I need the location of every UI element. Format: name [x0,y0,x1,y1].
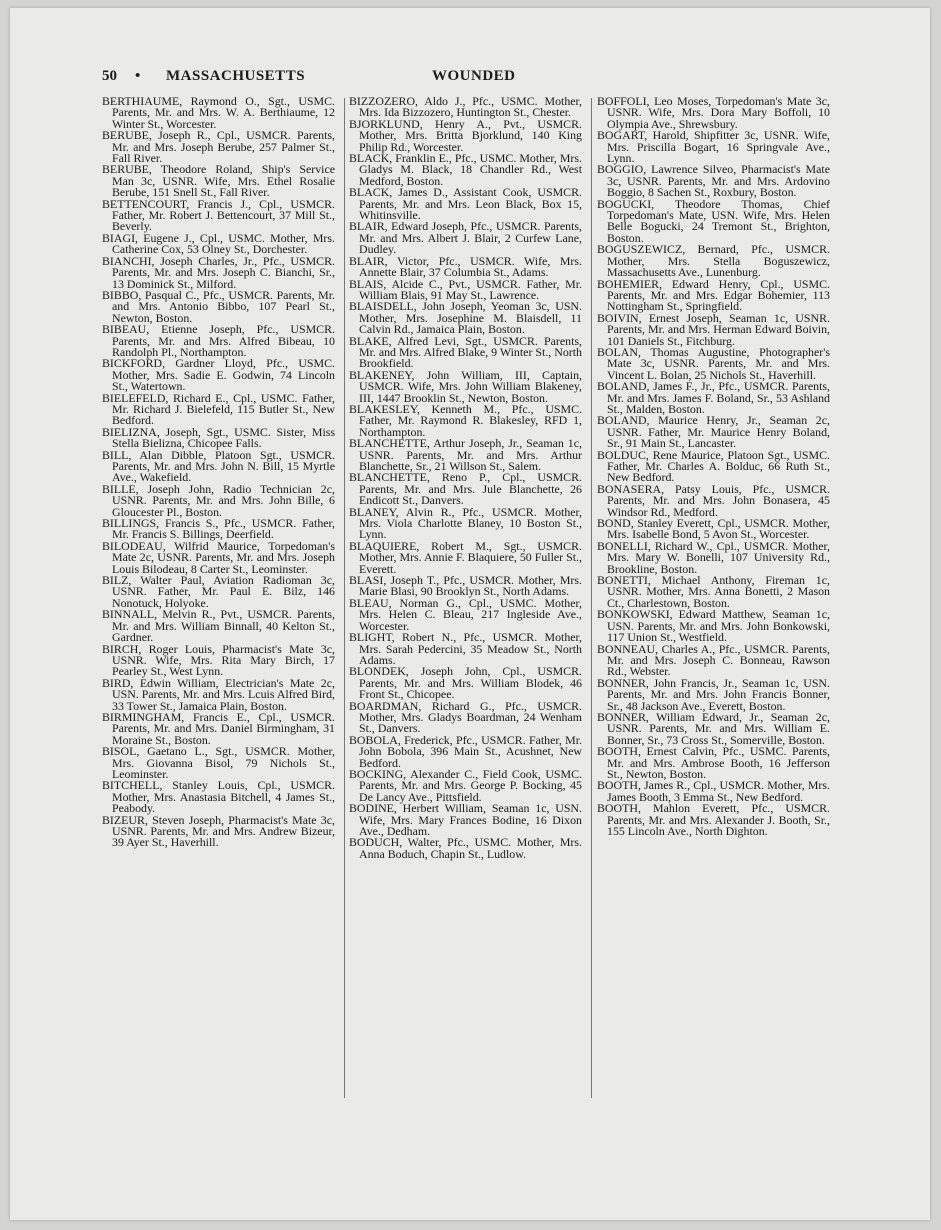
casualty-entry: BOOTH, Ernest Calvin, Pfc., USMC. Parents, Mr. and Mrs. Ambrose Booth, 16 Jefferson St., Newton, Boston. [597,744,830,781]
casualty-entry: BONETTI, Michael Anthony, Fireman 1c, USNR. Mother, Mrs. Anna Bonetti, 2 Mason Ct., Charlestown, Boston. [597,573,830,610]
casualty-entry: BIZZOZERO, Aldo J., Pfc., USMC. Mother, Mrs. Ida Bizzozero, Huntington St., Chester. [349,94,582,120]
casualty-entry: BIBBO, Pasqual C., Pfc., USMCR. Parents, Mr. and Mrs. Antonio Bibbo, 107 Pearl St., Newton, Boston. [102,287,335,325]
casualty-entry: BILLINGS, Francis S., Pfc., USMCR. Father, Mr. Francis S. Billings, Deerfield. [102,516,335,542]
casualty-entry: BLANEY, Alvin R., Pfc., USMCR. Mother, Mrs. Viola Charlotte Blaney, 10 Boston St., Lynn. [349,504,582,542]
casualty-entry: BLIGHT, Robert N., Pfc., USMCR. Mother, Mrs. Sarah Pedercini, 35 Meadow St., North Adams. [349,630,582,667]
casualty-entry: BLANCHETTE, Reno P., Cpl., USMCR. Parents, Mr. and Mrs. Jule Blanchette, 26 Endicott St., Danvers. [349,470,582,508]
casualty-entry: BOGGIO, Lawrence Silveo, Pharmacist's Mate 3c, USNR. Parents, Mr. and Mrs. Ardovino Boggio, 8 Sachen St., Roxbury, Boston. [597,162,830,200]
casualty-entry: BOLAN, Thomas Augustine, Photographer's Mate 3c, USNR. Parents, Mr. and Mrs. Vincent L. Bolan, 25 Nichols St., Haverhill. [597,344,830,382]
casualty-entry: BOFFOLI, Leo Moses, Torpedoman's Mate 3c, USNR. Wife, Mrs. Dora Mary Boffoli, 10 Olympia Ave., Shrewsbury. [597,94,830,131]
page-header [102,68,842,90]
casualty-entry: BIRD, Edwin William, Electrician's Mate 2c, USN. Parents, Mr. and Mrs. Lcuis Alfred Bird, 33 Tower St., Jamaica Plain, Boston. [102,675,335,713]
casualty-entry: BONELLI, Richard W., Cpl., USMCR. Mother, Mrs. Mary W. Bonelli, 107 University Rd., Brookline, Boston. [597,538,830,576]
header-bullet: • [135,68,141,84]
state-title: MASSACHUSETTS [166,68,306,84]
page-number: 50 [102,68,117,84]
column-2 [349,96,582,860]
casualty-entry: BOGUCKI, Theodore Thomas, Chief Torpedoman's Mate, USN. Wife, Mrs. Helen Belle Bogucki, 24 Tremont St., Brighton, Boston. [597,196,830,245]
casualty-entry: BOND, Stanley Everett, Cpl., USMCR. Mother, Mrs. Isabelle Bond, 5 Avon St., Worcester. [597,516,830,542]
casualty-entry: BOCKING, Alexander C., Field Cook, USMC. Parents, Mr. and Mrs. George P. Bocking, 45 De Lancy Ave., Pittsfield. [349,766,582,804]
casualty-entry: BONASERA, Patsy Louis, Pfc., USMCR. Parents, Mr. and Mrs. John Bonasera, 45 Windsor Rd., Medford. [597,481,830,519]
casualty-entry: BIBEAU, Etienne Joseph, Pfc., USMCR. Parents, Mr. and Mrs. Alfred Bibeau, 10 Randolph Pl., Northampton. [102,322,335,359]
casualty-entry: BOLAND, James F., Jr., Pfc., USMCR. Parents, Mr. and Mrs. James F. Boland, Sr., 53 Ashland St., Malden, Boston. [597,379,830,416]
casualty-entry: BERUBE, Joseph R., Cpl., USMCR. Parents, Mr. and Mrs. Joseph Berube, 257 Palmer St., Fall River. [102,128,335,166]
casualty-entry: BONKOWSKI, Edward Matthew, Seaman 1c, USN. Parents, Mr. and Mrs. John Bonkowski, 117 Union St., Westfield. [597,607,830,645]
casualty-entry: BOOTH, James R., Cpl., USMCR. Mother, Mrs. James Booth, 3 Emma St., New Bedford. [597,778,830,804]
casualty-entry: BILZ, Walter Paul, Aviation Radioman 3c, USNR. Father, Mr. Paul E. Bilz, 146 Nonotuck, Holyoke. [102,573,335,610]
casualty-entry: BLEAU, Norman G., Cpl., USMC. Mother, Mrs. Helen C. Bleau, 217 Ingleside Ave., Worcester. [349,595,582,633]
casualty-entry: BILODEAU, Wilfrid Maurice, Torpedoman's Mate 2c, USNR. Parents, Mr. and Mrs. Joseph Louis Bilodeau, 8 Carter St., Leominster. [102,538,335,576]
casualty-entry: BETTENCOURT, Francis J., Cpl., USMCR. Father, Mr. Robert J. Bettencourt, 37 Mill St., Beverly. [102,196,335,234]
casualty-entry: BOGART, Harold, Shipfitter 3c, USNR. Wife, Mrs. Priscilla Bogart, 16 Springvale Ave., Lynn. [597,128,830,166]
casualty-entry: BLAIS, Alcide C., Pvt., USMCR. Father, Mr. William Blais, 91 May St., Lawrence. [349,276,582,302]
casualty-entry: BIAGI, Eugene J., Cpl., USMC. Mother, Mrs. Catherine Cox, 53 Olney St., Dorchester. [102,230,335,257]
casualty-entry: BOGUSZEWICZ, Bernard, Pfc., USMCR. Mother, Mrs. Stella Boguszewicz, Massachusetts Ave., Lunenburg. [597,242,830,280]
casualty-entry: BLANCHETTE, Arthur Joseph, Jr., Seaman 1c, USNR. Parents, Mr. and Mrs. Arthur Blanchette, Sr., 21 Willson St., Salem. [349,436,582,473]
casualty-entry: BONNEAU, Charles A., Pfc., USMCR. Parents, Mr. and Mrs. Joseph C. Bonneau, Rawson Rd., Webster. [597,641,830,679]
casualty-entry: BOHEMIER, Edward Henry, Cpl., USMC. Parents, Mr. and Mrs. Edgar Bohemier, 113 Nottingham St., Springfield. [597,276,830,314]
casualty-entry: BOARDMAN, Richard G., Pfc., USMCR. Mother, Mrs. Gladys Boardman, 24 Wenham St., Danvers. [349,698,582,736]
casualty-entry: BODUCH, Walter, Pfc., USMC. Mother, Mrs. Anna Boduch, Chapin St., Ludlow. [349,835,582,861]
casualty-entry: BINNALL, Melvin R., Pvt., USMCR. Parents, Mr. and Mrs. William Binnall, 40 Kelton St., Gardner. [102,607,335,645]
casualty-entry: BLASI, Joseph T., Pfc., USMCR. Mother, Mrs. Marie Blasi, 90 Brooklyn St., North Adams. [349,573,582,599]
casualty-entry: BLONDEK, Joseph John, Cpl., USMCR. Parents, Mr. and Mrs. William Blodek, 46 Front St., Chicopee. [349,664,582,702]
casualty-entry: BODINE, Herbert William, Seaman 1c, USN. Wife, Mrs. Mary Frances Bodine, 16 Dixon Ave., Dedham. [349,801,582,838]
casualty-entry: BLACK, Franklin E., Pfc., USMC. Mother, Mrs. Gladys M. Black, 18 Chandler Rd., West Medford, Boston. [349,151,582,188]
section-title: WOUNDED [432,68,516,84]
casualty-entry: BONNER, William Edward, Jr., Seaman 2c, USNR. Parents, Mr. and Mrs. William E. Bonner, Sr., 73 Cross St., Somerville, Boston. [597,709,830,747]
column-divider [591,98,592,1098]
casualty-entry: BERUBE, Theodore Roland, Ship's Service Man 3c, USNR. Wife, Mrs. Ethel Rosalie Berube, 151 Snell St., Fall River. [102,162,335,200]
column-3 [597,96,830,837]
casualty-entry: BICKFORD, Gardner Lloyd, Pfc., USMC. Mother, Mrs. Sadie E. Godwin, 74 Lincoln St., Watertown. [102,356,335,394]
casualty-entry: BOLDUC, Rene Maurice, Platoon Sgt., USMC. Father, Mr. Charles A. Bolduc, 66 Ruth St., New Bedford. [597,447,830,485]
casualty-entry: BOBOLA, Frederick, Pfc., USMCR. Father, Mr. John Bobola, 396 Main St., Acushnet, New Bedford. [349,732,582,770]
casualty-entry: BIELEFELD, Richard E., Cpl., USMC. Father, Mr. Richard J. Bielefeld, 115 Butler St., New Bedford. [102,390,335,428]
casualty-entry: BLAISDELL, John Joseph, Yeoman 3c, USN. Mother, Mrs. Josephine M. Blaisdell, 11 Calvin Rd., Jamaica Plain, Boston. [349,299,582,337]
casualty-entry: BISOL, Gaetano L., Sgt., USMCR. Mother, Mrs. Giovanna Bisol, 79 Nichols St., Leominster. [102,744,335,781]
casualty-entry: BILL, Alan Dibble, Platoon Sgt., USMCR. Parents, Mr. and Mrs. John N. Bill, 15 Myrtle Ave., Wakefield. [102,447,335,485]
casualty-entry: BJORKLUND, Henry A., Pvt., USMCR. Mother, Mrs. Britta Bjorklund, 140 King Philip Rd., Worcester. [349,116,582,154]
column-1 [102,96,335,849]
casualty-entry: BOLAND, Maurice Henry, Jr., Seaman 2c, USNR. Father, Mr. Maurice Henry Boland, Sr., 91 Main St., Lancaster. [597,413,830,451]
casualty-entry: BITCHELL, Stanley Louis, Cpl., USMCR. Mother, Mrs. Anastasia Bitchell, 4 James St., Peabody. [102,778,335,816]
casualty-entry: BERTHIAUME, Raymond O., Sgt., USMC. Parents, Mr. and Mrs. W. A. Berthiaume, 12 Winter St., Worcester. [102,94,335,131]
casualty-entry: BLAIR, Victor, Pfc., USMCR. Wife, Mrs. Annette Blair, 37 Columbia St., Adams. [349,253,582,280]
casualty-entry: BLAIR, Edward Joseph, Pfc., USMCR. Parents, Mr. and Mrs. Albert J. Blair, 2 Curfew Lane, Dudley. [349,219,582,257]
casualty-entry: BOOTH, Mahlon Everett, Pfc., USMCR. Parents, Mr. and Mrs. Alexander J. Booth, Sr., 155 Lincoln Ave., North Dighton. [597,801,830,838]
casualty-entry: BLAKE, Alfred Levi, Sgt., USMCR. Parents, Mr. and Mrs. Alfred Blake, 9 Winter St., North Brookfield. [349,333,582,371]
casualty-entry: BLAKESLEY, Kenneth M., Pfc., USMC. Father, Mr. Raymond R. Blakesley, RFD 1, Northampton. [349,401,582,439]
casualty-entry: BIRCH, Roger Louis, Pharmacist's Mate 3c, USNR. Wife, Mrs. Rita Mary Birch, 17 Pearley St., West Lynn. [102,641,335,679]
column-divider [344,98,345,1098]
casualty-entry: BLACK, James D., Assistant Cook, USMCR. Parents, Mr. and Mrs. Leon Black, Box 15, Whitinsville. [349,185,582,223]
casualty-entry: BLAQUIERE, Robert M., Sgt., USMCR. Mother, Mrs. Annie F. Blaquiere, 50 Fuller St., Everett. [349,538,582,576]
casualty-entry: BLAKENEY, John William, III, Captain, USMCR. Wife, Mrs. John William Blakeney, III, 1447 Brooklin St., Newton, Boston. [349,367,582,405]
casualty-entry: BILLE, Joseph John, Radio Technician 2c, USNR. Parents, Mr. and Mrs. John Bille, 6 Gloucester Pl., Boston. [102,481,335,519]
casualty-entry: BIANCHI, Joseph Charles, Jr., Pfc., USMCR. Parents, Mr. and Mrs. Joseph C. Bianchi, Sr., 13 Dominick St., Milford. [102,253,335,291]
casualty-entry: BIELIZNA, Joseph, Sgt., USMC. Sister, Miss Stella Bielizna, Chicopee Falls. [102,424,335,451]
casualty-entry: BOIVIN, Ernest Joseph, Seaman 1c, USNR. Parents, Mr. and Mrs. Herman Edward Boivin, 101 Daniels St., Fitchburg. [597,310,830,348]
casualty-entry: BIZEUR, Steven Joseph, Pharmacist's Mate 3c, USNR. Parents, Mr. and Mrs. Andrew Bizeur, 39 Ayer St., Haverhill. [102,812,335,850]
casualty-entry: BIRMINGHAM, Francis E., Cpl., USMCR. Parents, Mr. and Mrs. Daniel Birmingham, 31 Moraine St., Boston. [102,709,335,747]
casualty-entry: BONNER, John Francis, Jr., Seaman 1c, USN. Parents, Mr. and Mrs. John Francis Bonner, Sr., 48 Jackson Ave., Everett, Boston. [597,675,830,713]
